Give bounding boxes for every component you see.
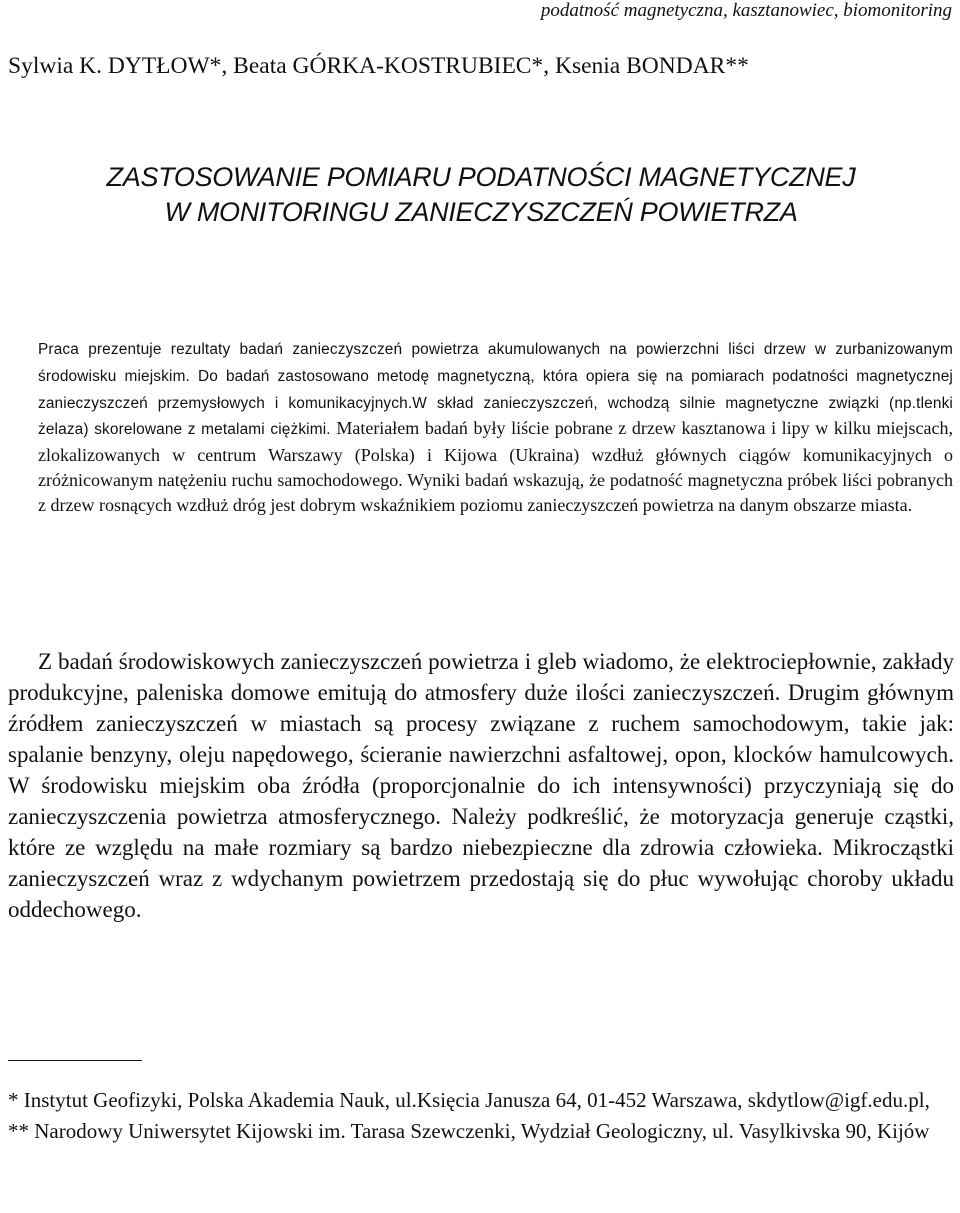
authors-line: Sylwia K. DYTŁOW*, Beata GÓRKA-KOSTRUBIEC*, Ksenia BONDAR** [8,53,749,79]
title-line-2: W MONITORINGU ZANIECZYSZCZEŃ POWIETRZA [164,197,798,227]
footnote-1: * Instytut Geofizyki, Polska Akademia Nauk, ul.Księcia Janusza 64, 01-452 Warszawa, skdytlow@igf.edu.pl, [8,1088,930,1112]
abstract-part-2: Materiałem badań były liście pobrane z drzew kasztanowa i lipy w kilku miejscach, zlokalizowanych w centrum Warszawy (Polska) i Kijowa (Ukraina) wzdłuż głównych ciągów komunikacyjnych o zróżnicowanym natężeniu ruchu samochodowego. Wyniki badań wskazują, że podatność magnetyczna próbek liści pobranych z drzew rosnących wzdłuż dróg jest dobrym wskaźnikiem poziomu zanieczyszczeń powietrza na danym obszarze miasta. [38,418,953,515]
keywords-line: podatność magnetyczna, kasztanowiec, biomonitoring [540,0,952,21]
abstract-part-1: Praca prezentuje rezultaty badań zanieczyszczeń powietrza akumulowanych na powierzchni liści drzew w zurbanizowanym środowisku miejskim. Do badań zastosowano metodę magnetyczną, która opiera się na pomiarach podatności magnetycznej zanieczyszczeń przemysłowych i komunikacyjnych.W skład zanieczyszczeń, wchodzą silnie magnetyczne związki (np.tlenki żelaza) skorelowane z metalami ciężkimi. [38,341,953,439]
footnote-rule [8,1060,142,1061]
body-paragraph-1: Z badań środowiskowych zanieczyszczeń powietrza i gleb wiadomo, że elektrociepłownie, zakłady produkcyjne, paleniska domowe emitują do atmosfery duże ilości zanieczyszczeń. Drugim głównym źródłem zanieczyszczeń w miastach są procesy związane z ruchem samochodowym, takie jak: spalanie benzyny, oleju napędowego, ścieranie nawierzchni asfaltowej, opon, klocków hamulcowych. W środowisku miejskim oba źródła (proporcjonalnie do ich intensywności) przyczyniają się do zanieczyszczenia powietrza atmosferycznego. Należy podkreślić, że motoryzacja generuje cząstki, które ze względu na małe rozmiary są bardzo niebezpieczne dla zdrowia człowieka. Mikrocząstki zanieczyszczeń wraz z wdychanym powietrzem przedostają się do płuc wywołując choroby układu oddechowego. [8,649,954,922]
footnotes [8,1085,954,1147]
abstract [38,336,953,518]
footnote-2: ** Narodowy Uniwersytet Kijowski im. Tarasa Szewczenki, Wydział Geologiczny, ul. Vasylkivska 90, Kijów [8,1119,930,1143]
paper-title [8,160,954,230]
title-line-1: ZASTOSOWANIE POMIARU PODATNOŚCI MAGNETYCZNEJ [106,162,856,192]
